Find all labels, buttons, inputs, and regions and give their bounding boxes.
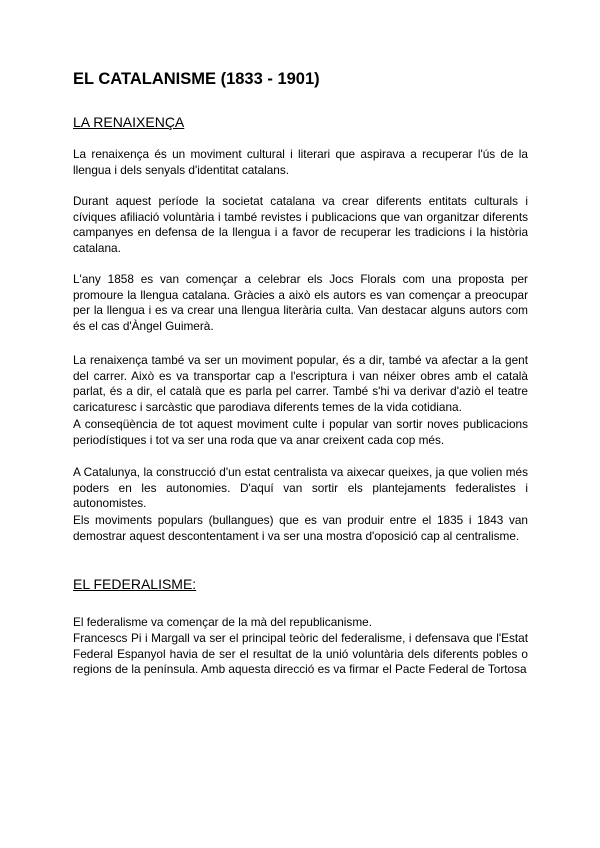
paragraph: Durant aquest període la societat catalana va crear diferents entitats culturals i cíviques afiliació voluntària i també revistes i publicacions que van organitzar diferents campanyes en defensa de la llengua i a favor de recuperar les tradicions i la història catalana. <box>73 194 528 255</box>
paragraph: A conseqüència de tot aquest moviment culte i popular van sortir noves publicacions periodístiques i tot va ser una roda que va anar creixent cada cop més. <box>73 417 528 447</box>
paragraph: La renaixença també va ser un moviment popular, és a dir, també va afectar a la gent del carrer. Això es va transportar cap a l'escriptura i van néixer obres amb el català parlat, és a dir, el català que es parla pel carrer. També s'hi va derivar d'aziò el teatre caricaturesc i sarcàstic que parodiava diferents temes de la vida cotidiana. <box>73 353 528 414</box>
document-title: EL CATALANISME (1833 - 1901) <box>73 70 320 88</box>
section-heading-renaixenca: LA RENAIXENÇA <box>73 114 185 130</box>
paragraph: Els moviments populars (bullangues) que es van produir entre el 1835 i 1843 van demostrar aquest descontentament i va ser una mostra d'oposició cap al centralisme. <box>73 513 528 543</box>
paragraph: A Catalunya, la construcció d'un estat centralista va aixecar queixes, ja que volien més poders en les autonomies. D'aquí van sortir els plantejaments federalistes i autonomistes. <box>73 465 528 511</box>
paragraph: Francescs Pi i Margall va ser el principal teòric del federalisme, i defensava que l'Estat Federal Espanyol havia de ser el resultat de la unió voluntària dels diferents pobles o regions de la península. Amb aquesta direcció es va firmar el Pacte Federal de Tortosa <box>73 631 528 677</box>
paragraph: L'any 1858 es van començar a celebrar els Jocs Florals com una proposta per promoure la llengua catalana. Gràcies a això els autors es van començar a preocupar per la llengua i es va crear una llengua literària culta. Van destacar alguns autors com és el cas d'Àngel Guimerà. <box>73 272 528 333</box>
paragraph: El federalisme va començar de la mà del republicanisme. <box>73 615 372 629</box>
section-heading-federalisme: EL FEDERALISME: <box>73 576 197 592</box>
paragraph: La renaixença és un moviment cultural i literari que aspirava a recuperar l'ús de la llengua i dels senyals d'identitat catalans. <box>73 147 528 177</box>
